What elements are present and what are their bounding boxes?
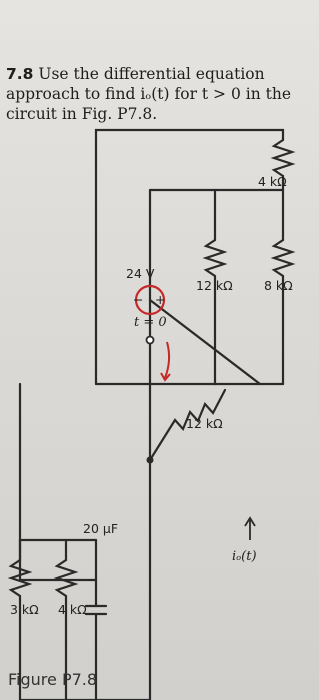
r-4k-left-label: 4 kΩ — [58, 602, 87, 617]
source-minus-sign: − — [133, 292, 144, 307]
switch-node — [147, 457, 154, 464]
problem-number: 7.8 — [6, 65, 34, 83]
switch-contact-top — [147, 337, 154, 344]
wire-left-lower — [20, 540, 96, 580]
r-12k-diagonal-label: 12 kΩ — [186, 416, 223, 431]
r-4k-right-label: 4 kΩ — [258, 174, 287, 189]
wire-top — [96, 130, 283, 384]
current-label: iₒ(t) — [232, 549, 257, 564]
problem-text: Use the differential equation approach to find iₒ(t) for t > 0 in the circuit in Fig. P7.8. — [6, 65, 292, 123]
figure-caption: Figure P7.8 — [8, 670, 98, 689]
source-plus-sign: + — [155, 292, 166, 307]
switch-time-label: t = 0 — [134, 315, 167, 330]
r-3k-label: 3 kΩ — [10, 602, 39, 617]
source-label: 24 V — [126, 266, 155, 281]
wire-bottom-mid — [96, 340, 215, 384]
wire-left-bottom — [20, 384, 96, 540]
switch-arrow — [165, 342, 169, 378]
r-12k-label: 12 kΩ — [196, 278, 233, 293]
capacitor-label: 20 μF — [83, 521, 119, 536]
resistor-4k-right — [274, 140, 292, 176]
r-8k-label: 8 kΩ — [264, 278, 293, 293]
resistor-12k — [206, 190, 224, 340]
